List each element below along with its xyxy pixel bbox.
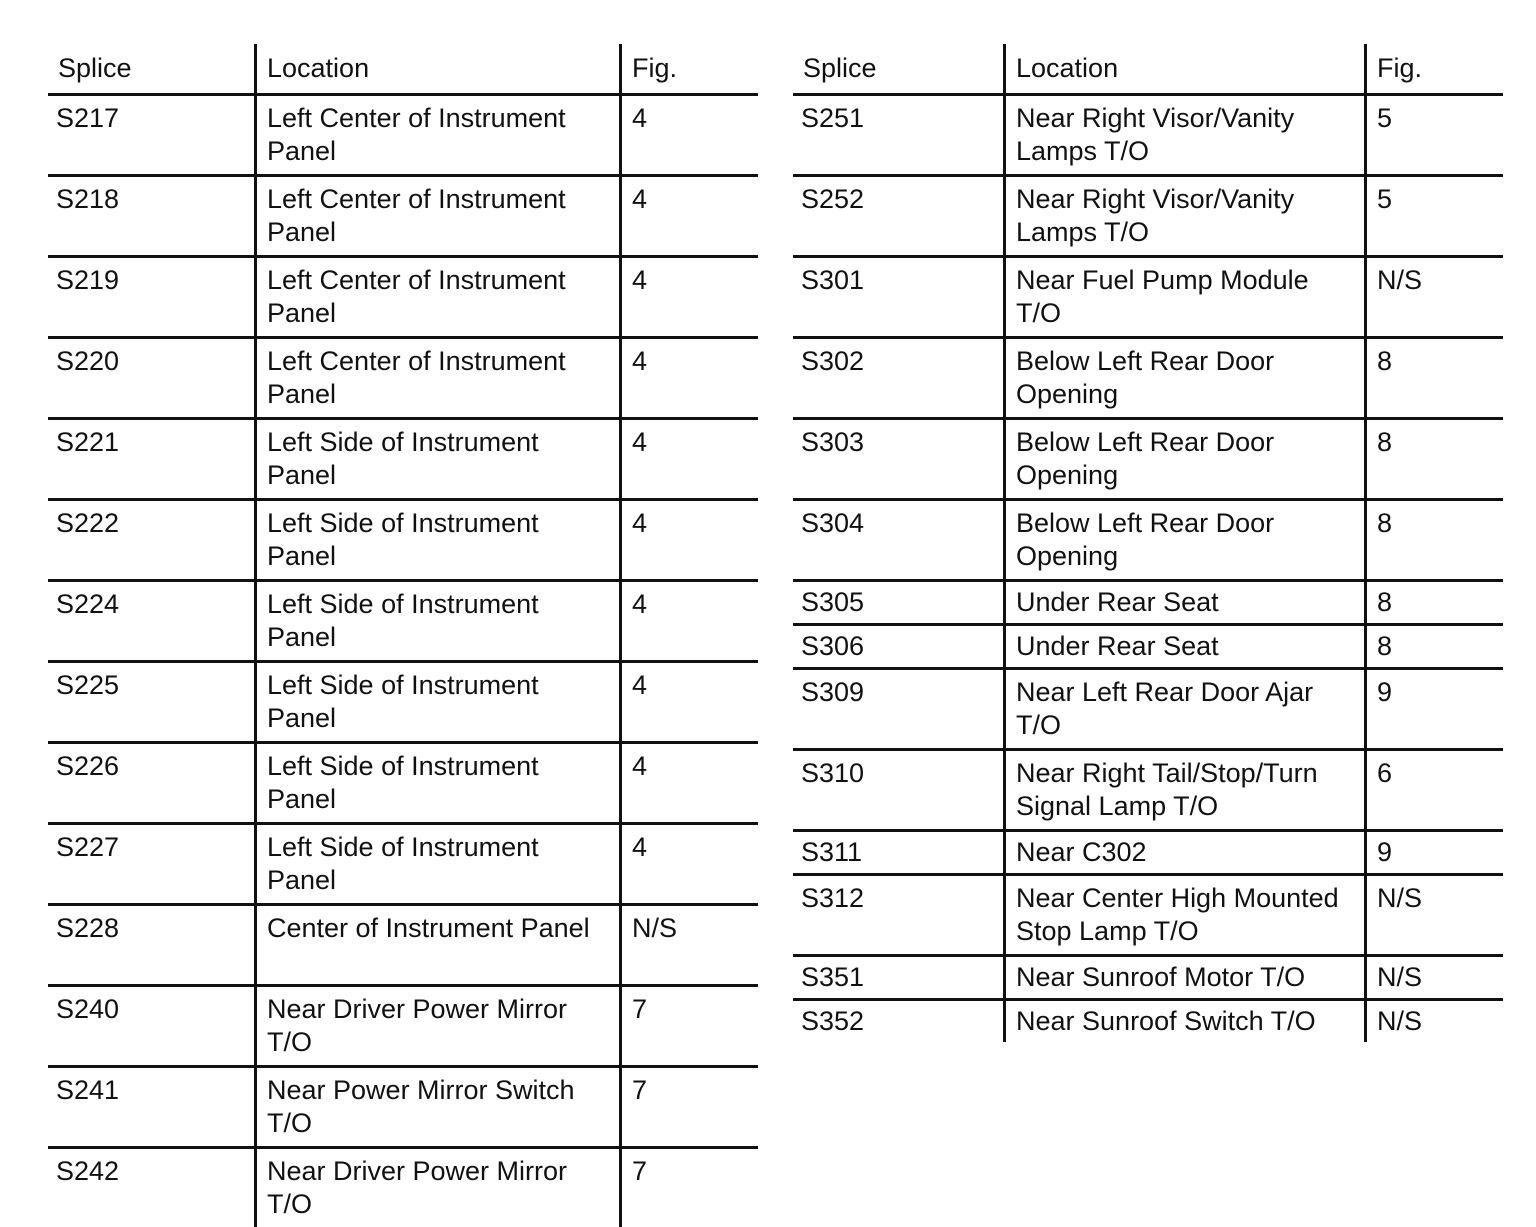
location-cell: Left Side of Instrument Panel	[256, 581, 621, 662]
splice-cell: S227	[48, 824, 256, 905]
splice-cell: S222	[48, 500, 256, 581]
fig-cell: N/S	[621, 905, 759, 986]
splice-cell: S312	[793, 875, 1005, 956]
header-location: Location	[1005, 44, 1366, 95]
location-cell: Left Side of Instrument Panel	[256, 662, 621, 743]
table-row	[48, 905, 758, 986]
fig-cell: N/S	[1366, 875, 1504, 956]
header-splice: Splice	[793, 44, 1005, 95]
fig-cell: 7	[621, 986, 759, 1067]
table-row	[793, 338, 1503, 419]
fig-cell: 8	[1366, 625, 1504, 669]
fig-cell: 4	[621, 743, 759, 824]
location-cell: Near Fuel Pump Module T/O	[1005, 257, 1366, 338]
splice-cell: S306	[793, 625, 1005, 669]
splice-cell: S251	[793, 95, 1005, 176]
location-cell: Near Right Tail/Stop/Turn Signal Lamp T/O	[1005, 750, 1366, 831]
table-row	[48, 95, 758, 176]
fig-cell: 4	[621, 257, 759, 338]
location-cell: Near Left Rear Door Ajar T/O	[1005, 669, 1366, 750]
table-row	[793, 831, 1503, 875]
splice-cell: S228	[48, 905, 256, 986]
table-header-row	[48, 44, 758, 95]
table-row	[48, 257, 758, 338]
location-cell: Left Side of Instrument Panel	[256, 824, 621, 905]
location-cell: Near Right Visor/Vanity Lamps T/O	[1005, 95, 1366, 176]
splice-cell: S352	[793, 1000, 1005, 1043]
table-row	[48, 743, 758, 824]
table-row	[48, 824, 758, 905]
splice-cell: S220	[48, 338, 256, 419]
table-body-left	[48, 95, 758, 1227]
header-splice: Splice	[48, 44, 256, 95]
location-cell: Near Power Mirror Switch T/O	[256, 1067, 621, 1148]
fig-cell: 4	[621, 95, 759, 176]
header-fig: Fig.	[621, 44, 759, 95]
location-cell: Left Center of Instrument Panel	[256, 176, 621, 257]
splice-cell: S226	[48, 743, 256, 824]
splice-cell: S252	[793, 176, 1005, 257]
fig-cell: N/S	[1366, 956, 1504, 1000]
header-location: Location	[256, 44, 621, 95]
table-row	[793, 669, 1503, 750]
splice-cell: S309	[793, 669, 1005, 750]
table-row	[48, 1067, 758, 1148]
splice-cell: S221	[48, 419, 256, 500]
fig-cell: 8	[1366, 581, 1504, 625]
splice-cell: S217	[48, 95, 256, 176]
table-row	[793, 581, 1503, 625]
location-cell: Near Sunroof Motor T/O	[1005, 956, 1366, 1000]
fig-cell: 8	[1366, 419, 1504, 500]
location-cell: Near Driver Power Mirror T/O	[256, 986, 621, 1067]
splice-cell: S224	[48, 581, 256, 662]
location-cell: Left Center of Instrument Panel	[256, 95, 621, 176]
splice-cell: S305	[793, 581, 1005, 625]
fig-cell: 6	[1366, 750, 1504, 831]
splice-cell: S218	[48, 176, 256, 257]
table-row	[793, 956, 1503, 1000]
location-cell: Under Rear Seat	[1005, 625, 1366, 669]
location-cell: Left Side of Instrument Panel	[256, 743, 621, 824]
location-cell: Near C302	[1005, 831, 1366, 875]
location-cell: Left Center of Instrument Panel	[256, 338, 621, 419]
table-row	[48, 500, 758, 581]
splice-cell: S311	[793, 831, 1005, 875]
splice-table-left	[48, 44, 758, 1227]
fig-cell: 4	[621, 176, 759, 257]
location-cell: Below Left Rear Door Opening	[1005, 419, 1366, 500]
splice-cell: S240	[48, 986, 256, 1067]
fig-cell: N/S	[1366, 1000, 1504, 1043]
splice-cell: S241	[48, 1067, 256, 1148]
table-row	[48, 338, 758, 419]
table-body-right	[793, 95, 1503, 1043]
fig-cell: 4	[621, 500, 759, 581]
splice-cell: S310	[793, 750, 1005, 831]
location-cell: Near Driver Power Mirror T/O	[256, 1148, 621, 1227]
table-row	[793, 176, 1503, 257]
location-cell: Left Side of Instrument Panel	[256, 500, 621, 581]
location-cell: Left Center of Instrument Panel	[256, 257, 621, 338]
location-cell: Below Left Rear Door Opening	[1005, 338, 1366, 419]
table-row	[793, 95, 1503, 176]
splice-table-right	[793, 44, 1503, 1042]
fig-cell: 9	[1366, 669, 1504, 750]
table-row	[793, 625, 1503, 669]
table-row	[793, 750, 1503, 831]
table-row	[793, 419, 1503, 500]
table-row	[48, 176, 758, 257]
header-fig: Fig.	[1366, 44, 1504, 95]
table-row	[793, 1000, 1503, 1043]
splice-cell: S302	[793, 338, 1005, 419]
splice-cell: S225	[48, 662, 256, 743]
table-row	[48, 1148, 758, 1227]
location-cell: Near Center High Mounted Stop Lamp T/O	[1005, 875, 1366, 956]
splice-cell: S351	[793, 956, 1005, 1000]
fig-cell: 4	[621, 662, 759, 743]
location-cell: Near Sunroof Switch T/O	[1005, 1000, 1366, 1043]
location-cell: Near Right Visor/Vanity Lamps T/O	[1005, 176, 1366, 257]
location-cell: Left Side of Instrument Panel	[256, 419, 621, 500]
splice-cell: S301	[793, 257, 1005, 338]
table-row	[793, 500, 1503, 581]
splice-cell: S304	[793, 500, 1005, 581]
table-row	[793, 875, 1503, 956]
fig-cell: 7	[621, 1067, 759, 1148]
splice-cell: S219	[48, 257, 256, 338]
table-header-row	[793, 44, 1503, 95]
fig-cell: 7	[621, 1148, 759, 1227]
location-cell: Under Rear Seat	[1005, 581, 1366, 625]
fig-cell: 4	[621, 581, 759, 662]
fig-cell: 8	[1366, 338, 1504, 419]
location-cell: Below Left Rear Door Opening	[1005, 500, 1366, 581]
fig-cell: N/S	[1366, 257, 1504, 338]
table-row	[48, 986, 758, 1067]
table-row	[793, 257, 1503, 338]
fig-cell: 5	[1366, 176, 1504, 257]
splice-cell: S242	[48, 1148, 256, 1227]
fig-cell: 4	[621, 338, 759, 419]
fig-cell: 4	[621, 419, 759, 500]
fig-cell: 4	[621, 824, 759, 905]
fig-cell: 9	[1366, 831, 1504, 875]
location-cell: Center of Instrument Panel	[256, 905, 621, 986]
fig-cell: 5	[1366, 95, 1504, 176]
table-row	[48, 662, 758, 743]
fig-cell: 8	[1366, 500, 1504, 581]
splice-cell: S303	[793, 419, 1005, 500]
table-row	[48, 419, 758, 500]
table-row	[48, 581, 758, 662]
